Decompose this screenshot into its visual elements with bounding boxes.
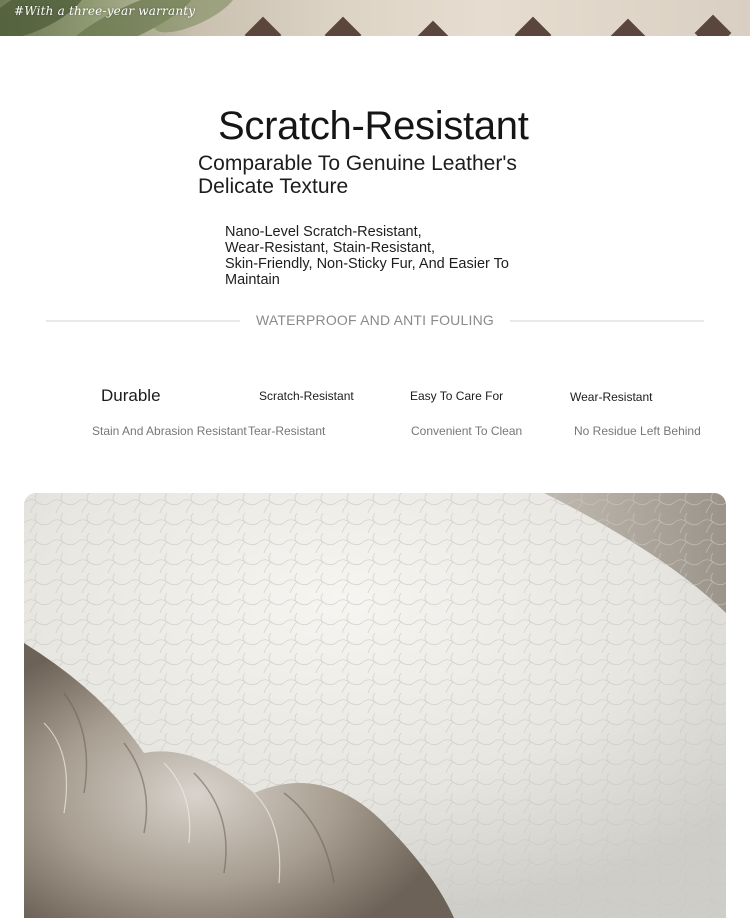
subtitle-line: Delicate Texture bbox=[198, 175, 349, 198]
feature-title-durable: Durable bbox=[101, 386, 161, 405]
description-line: Wear-Resistant, Stain-Resistant, bbox=[225, 240, 436, 256]
feature-desc-scratch-resistant: Tear-Resistant bbox=[248, 424, 326, 438]
description-line: Maintain bbox=[225, 272, 280, 288]
feature-desc-durable: Stain And Abrasion Resistant bbox=[92, 424, 247, 438]
subtitle bbox=[198, 152, 558, 198]
description-line: Skin-Friendly, Non-Sticky Fur, And Easier To bbox=[225, 256, 509, 272]
description-line: Nano-Level Scratch-Resistant, bbox=[225, 224, 422, 240]
leather-photo bbox=[24, 493, 726, 918]
warranty-text: #With a three-year warranty bbox=[14, 4, 196, 18]
section-label: WATERPROOF AND ANTI FOULING bbox=[256, 312, 494, 328]
subtitle-line: Comparable To Genuine Leather's bbox=[198, 152, 517, 175]
divider-left bbox=[46, 320, 240, 322]
description bbox=[225, 224, 535, 288]
page-title: Scratch-Resistant bbox=[218, 104, 529, 148]
top-banner-image bbox=[0, 0, 750, 36]
feature-title-scratch-resistant: Scratch-Resistant bbox=[259, 389, 354, 403]
feature-desc-wear-resistant: No Residue Left Behind bbox=[574, 424, 701, 438]
feature-desc-easy-care: Convenient To Clean bbox=[411, 424, 523, 438]
feature-title-easy-care: Easy To Care For bbox=[410, 389, 504, 403]
divider-right bbox=[510, 320, 704, 322]
feature-title-wear-resistant: Wear-Resistant bbox=[570, 390, 653, 404]
